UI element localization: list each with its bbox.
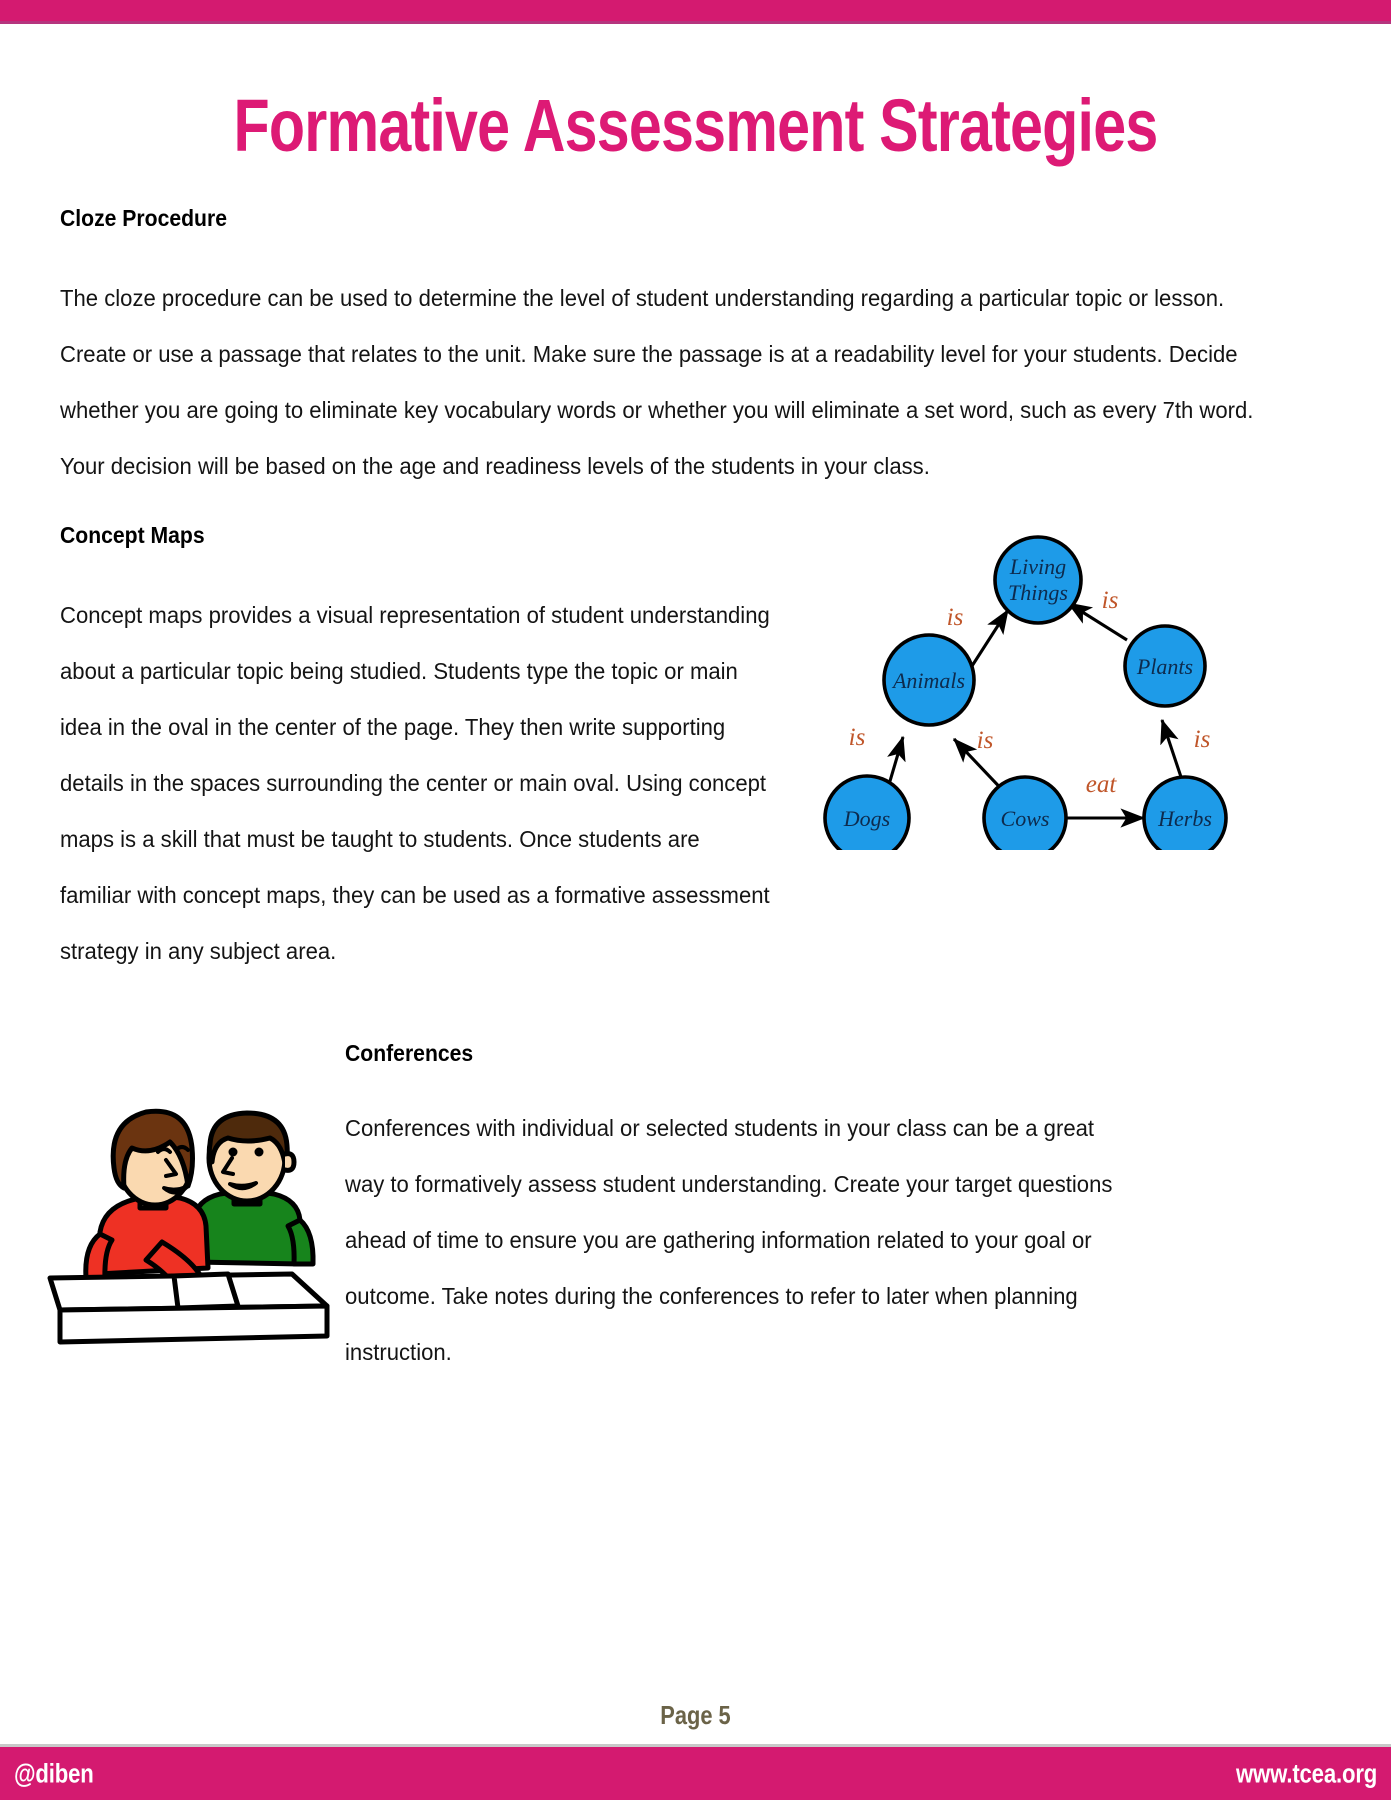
- concept-maps-block: [60, 522, 1331, 979]
- node-animals: [884, 635, 974, 725]
- node-label-living-things-line1: Living: [1009, 554, 1067, 579]
- node-label-living-things-line2: Things: [1008, 580, 1068, 605]
- concept-map-figure: [805, 530, 1235, 850]
- page-number: Page 5: [660, 1700, 731, 1730]
- node-label-dogs: Dogs: [843, 806, 891, 831]
- section-body-concept-maps: Concept maps provides a visual representation of student understanding about a particular topic being studied. Students type the topic or main idea in the oval in the center of the page. They then write supporting details in the spaces surrounding the center or main oval. Using concept maps is a skill that must be taught to students. Once students are familiar with concept maps, they can be used as a formative assessment strategy in any subject area.: [60, 602, 770, 964]
- node-living-things: [995, 537, 1081, 623]
- section-heading-conferences: Conferences: [345, 1040, 474, 1066]
- footer-handle: @diben: [14, 1758, 94, 1788]
- top-accent-bar: [0, 0, 1391, 24]
- footer-website: www.tcea.org: [1235, 1758, 1377, 1788]
- node-label-herbs: Herbs: [1158, 806, 1212, 831]
- edge-label-herbs-plants: is: [1193, 726, 1211, 753]
- concept-map-nodes: [825, 537, 1226, 850]
- edge-label-cows-herbs: eat: [1085, 771, 1117, 798]
- edge-label-cows-animals: is: [976, 727, 994, 754]
- node-herbs: [1144, 777, 1226, 850]
- node-plants: [1125, 626, 1205, 706]
- node-dogs: [825, 776, 909, 850]
- document-content: [60, 205, 1331, 979]
- edge-label-plants-living-things: is: [1101, 587, 1119, 614]
- section-heading-cloze-procedure: Cloze Procedure: [60, 205, 227, 231]
- node-label-plants: Plants: [1136, 654, 1194, 679]
- edge-label-dogs-animals: is: [848, 724, 866, 751]
- conference-clipart: [42, 1092, 332, 1347]
- section-heading-concept-maps: Concept Maps: [60, 522, 205, 548]
- section-body-conferences: Conferences with individual or selected students in your class can be a great way to formatively assess student understanding. Create your target questions ahead of time to ensure you are gathering information related to your goal or outcome. Take notes during the conferences to refer to later when planning instruction.: [345, 1115, 1113, 1365]
- page-title: Formative Assessment Strategies: [233, 84, 1158, 167]
- node-label-cows: Cows: [1000, 806, 1050, 831]
- node-label-animals: Animals: [892, 668, 966, 693]
- bottom-accent-bar: [0, 1744, 1391, 1800]
- node-cows: [984, 777, 1066, 850]
- edge-label-animals-living-things: is: [946, 604, 964, 631]
- section-body-cloze-procedure: The cloze procedure can be used to determine the level of student understanding regarding a particular topic or lesson. Create or use a passage that relates to the unit. Make sure the passage is at a readability level for your students. Decide whether you are going to eliminate key vocabulary words or whether you will eliminate a set word, such as every 7th word. Your decision will be based on the age and readiness levels of the students in your class.: [60, 285, 1254, 479]
